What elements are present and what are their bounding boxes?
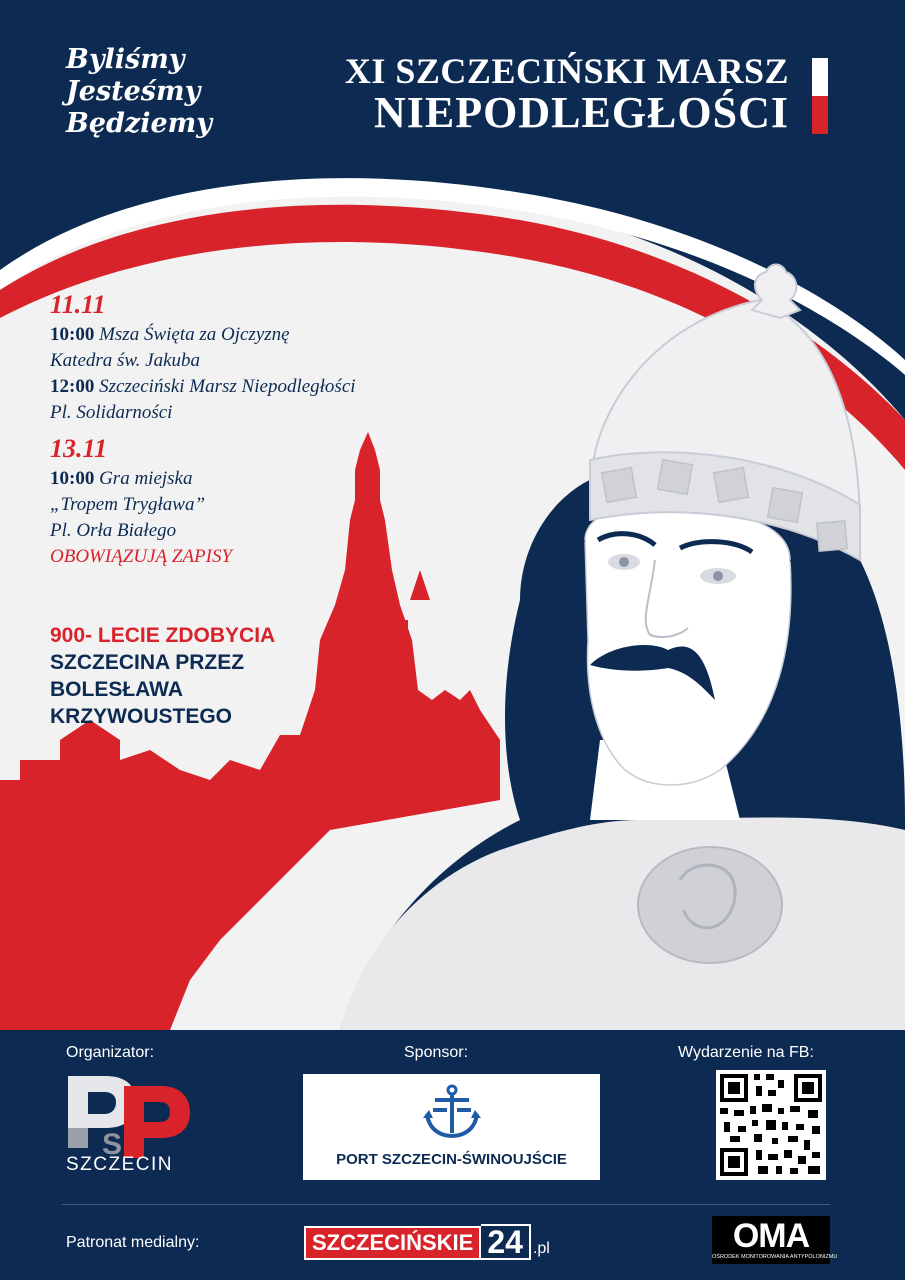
- motto: [66, 44, 212, 140]
- schedule-place: Pl. Solidarności: [50, 402, 173, 423]
- szczecinskie24-logo: [304, 1224, 550, 1260]
- divider: [62, 1204, 830, 1205]
- date-11-11: 11.11: [50, 290, 106, 319]
- qr-code[interactable]: [716, 1070, 826, 1180]
- motto-line-1: Byliśmy: [66, 44, 185, 75]
- motto-line-3: Będziemy: [66, 108, 212, 139]
- registration-note: OBOWIĄZUJĄ ZAPISY: [50, 546, 233, 567]
- oma-logo: [712, 1216, 838, 1264]
- title-line-2: NIEPODLEGŁOŚCI: [374, 88, 789, 137]
- anniversary-line-4: KRZYWOUSTEGO: [50, 705, 232, 728]
- organizer-label: Organizator:: [66, 1044, 155, 1061]
- szczecinskie24-part2: 24: [481, 1224, 531, 1260]
- sponsor-name: PORT SZCZECIN-ŚWINOUJŚCIE: [336, 1151, 567, 1168]
- page-title: [345, 52, 789, 136]
- flag-icon: [812, 58, 828, 134]
- schedule-place: Pl. Orła Białego: [50, 520, 177, 541]
- schedule-subtitle: „Tropem Trygława”: [50, 494, 206, 515]
- footer: [0, 1030, 905, 1280]
- motto-line-2: Jesteśmy: [66, 76, 201, 107]
- svg-text:S: S: [102, 1128, 123, 1161]
- oma-subtitle: OŚRODEK MONITOROWANIA ANTYPOLONIZMU: [712, 1254, 838, 1260]
- schedule-item: 10:00 Msza Święta za Ojczyznę: [50, 324, 290, 345]
- anniversary-text: [50, 622, 275, 730]
- szczecinskie24-part3: .pl: [532, 1240, 550, 1257]
- anniversary-line-3: BOLESŁAWA: [50, 678, 184, 701]
- schedule-item: 10:00 Gra miejska: [50, 468, 193, 489]
- schedule-item: 12:00 Szczeciński Marsz Niepodległości: [50, 376, 356, 397]
- event-schedule: [50, 290, 356, 570]
- organizer-city: SZCZECIN: [66, 1154, 173, 1175]
- anniversary-line-1: 900- LECIE ZDOBYCIA: [50, 624, 276, 647]
- sponsor-logo: [303, 1074, 600, 1180]
- schedule-place: Katedra św. Jakuba: [50, 350, 201, 371]
- anchor-icon: [421, 1084, 483, 1140]
- date-13-11: 13.11: [50, 434, 108, 463]
- szczecinskie24-part1: SZCZECIŃSKIE: [304, 1226, 481, 1260]
- title-line-1: XI SZCZECIŃSKI MARSZ: [344, 51, 789, 91]
- oma-logo-text: OMA: [732, 1217, 810, 1255]
- anniversary-line-2: SZCZECINA PRZEZ: [50, 651, 245, 674]
- sponsor-label: Sponsor:: [404, 1044, 469, 1061]
- media-patron-label: Patronat medialny:: [66, 1234, 200, 1251]
- fb-label: Wydarzenie na FB:: [678, 1044, 814, 1061]
